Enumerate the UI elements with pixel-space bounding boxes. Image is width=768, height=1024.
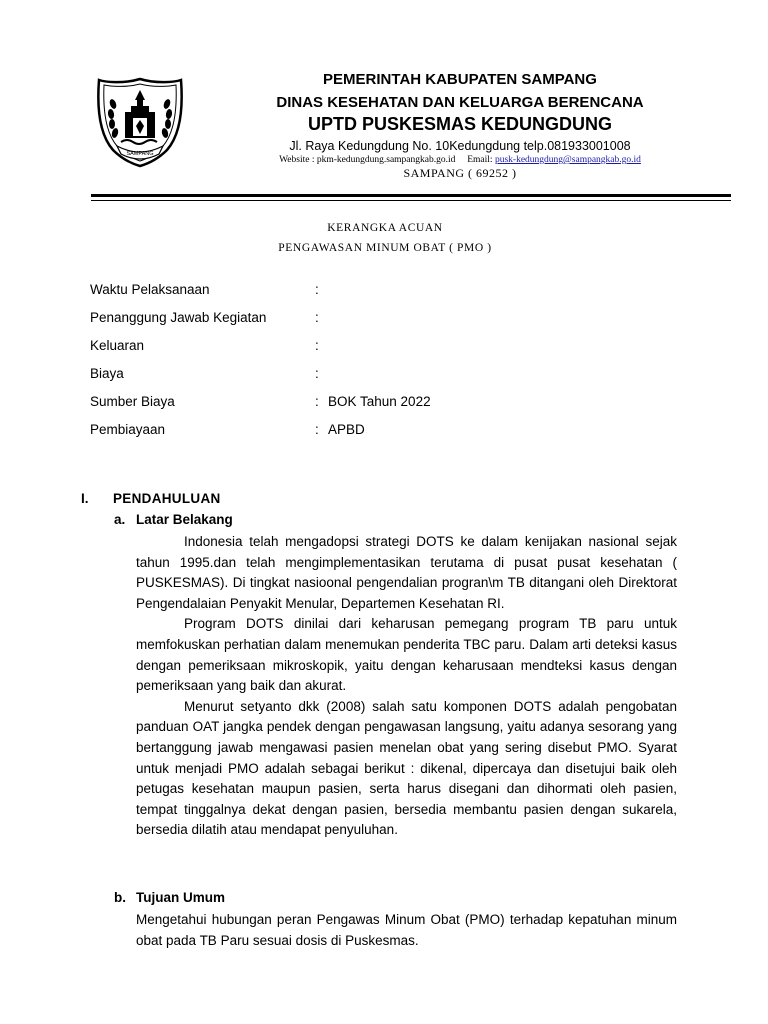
info-colon: :	[315, 394, 319, 409]
subsection-heading: Latar Belakang	[136, 512, 233, 527]
paragraph: Program DOTS dinilai dari keharusan pemegang program TB paru untuk memfokuskan perhatian dalam menemukan penderita TBC paru. Dalam arti deteksi kasus dengan pemeriksaan mikroskopik, yaitu dengan keharusaan mendteksi kasus dengan pemeriksaan yang baik dan akurat.	[136, 616, 677, 694]
sampang-regency-emblem-icon	[93, 76, 187, 168]
info-colon: :	[315, 338, 319, 353]
info-colon: :	[315, 282, 319, 297]
info-colon: :	[315, 422, 319, 437]
document-title: KERANGKA ACUAN	[327, 222, 443, 234]
info-label: Biaya	[90, 366, 124, 381]
subsection-heading: Tujuan Umum	[136, 890, 225, 905]
paragraph: Indonesia telah mengadopsi strategi DOTS ke dalam kenijakan nasional sejak tahun 1995.dan telah mengimplementasikan terutama di pusat pusat kesehatan ( PUSKESMAS). Di tingkat nasioonal pengendalian progran\m TB ditangani oleh Direktorat Pengendalaian Penyakit Menular, Departemen Kesehatan RI.	[136, 534, 677, 611]
info-value: BOK Tahun 2022	[328, 394, 431, 409]
info-label: Keluaran	[90, 338, 145, 353]
section-heading: PENDAHULUAN	[113, 491, 221, 506]
info-label: Waktu Pelaksanaan	[90, 282, 210, 297]
letterhead-city: SAMPANG ( 69252 )	[403, 166, 517, 180]
document-subtitle: PENGAWASAN MINUM OBAT ( PMO )	[278, 242, 492, 254]
info-label: Pembiayaan	[90, 422, 166, 437]
general-objective-text	[136, 910, 677, 951]
letterhead	[225, 70, 695, 180]
letterhead-contact	[225, 154, 695, 166]
info-colon: :	[315, 366, 319, 381]
info-label: Sumber Biaya	[90, 394, 175, 409]
letterhead-divider-thin	[91, 200, 731, 201]
letterhead-email-link[interactable]: pusk-kedungdung@sampangkab.go.id	[494, 155, 641, 165]
letterhead-website: Website : pkm-kedungdung.sampangkab.go.id Email:	[279, 155, 495, 165]
letterhead-address: Jl. Raya Kedungdung No. 10Kedungdung telp.081933001008	[289, 139, 631, 153]
info-label: Penanggung Jawab Kegiatan	[90, 310, 267, 325]
subsection-letter: b.	[114, 890, 126, 905]
info-value: APBD	[328, 422, 365, 437]
letterhead-unit: UPTD PUSKESMAS KEDUNGDUNG	[307, 114, 613, 134]
background-text	[136, 532, 677, 841]
letterhead-government: PEMERINTAH KABUPATEN SAMPANG	[323, 71, 597, 88]
letterhead-divider-thick	[91, 194, 731, 197]
info-colon: :	[315, 310, 319, 325]
paragraph: Menurut setyanto dkk (2008) salah satu komponen DOTS adalah pengobatan panduan OAT jangka pendek dengan pengawasan langsung, yaitu adanya sesorang yang bertanggung jawab mengawasi pasien menelan obat yang sering disebut PMO. Syarat untuk menjadi PMO adalah sebagai berikut : dikenal, dipercaya dan disetujui baik oleh petugas kesehatan maupun pasien, serta harus disegani dan dihormati oleh pasien, tempat tinggalnya dekat dengan pasien, bersedia membantu pasien dengan sukarela, bersedia dilatih atau mendapat penyuluhan.	[136, 698, 677, 838]
logo-ribbon-text: SAMPANG	[126, 151, 154, 157]
paragraph: Mengetahui hubungan peran Pengawas Minum Obat (PMO) terhadap kepatuhan minum obat pada TB Paru sesuai dosis di Puskesmas.	[136, 912, 677, 948]
letterhead-department: DINAS KESEHATAN DAN KELUARGA BERENCANA	[276, 94, 644, 111]
subsection-letter: a.	[114, 512, 126, 527]
section-number: I.	[81, 491, 89, 506]
